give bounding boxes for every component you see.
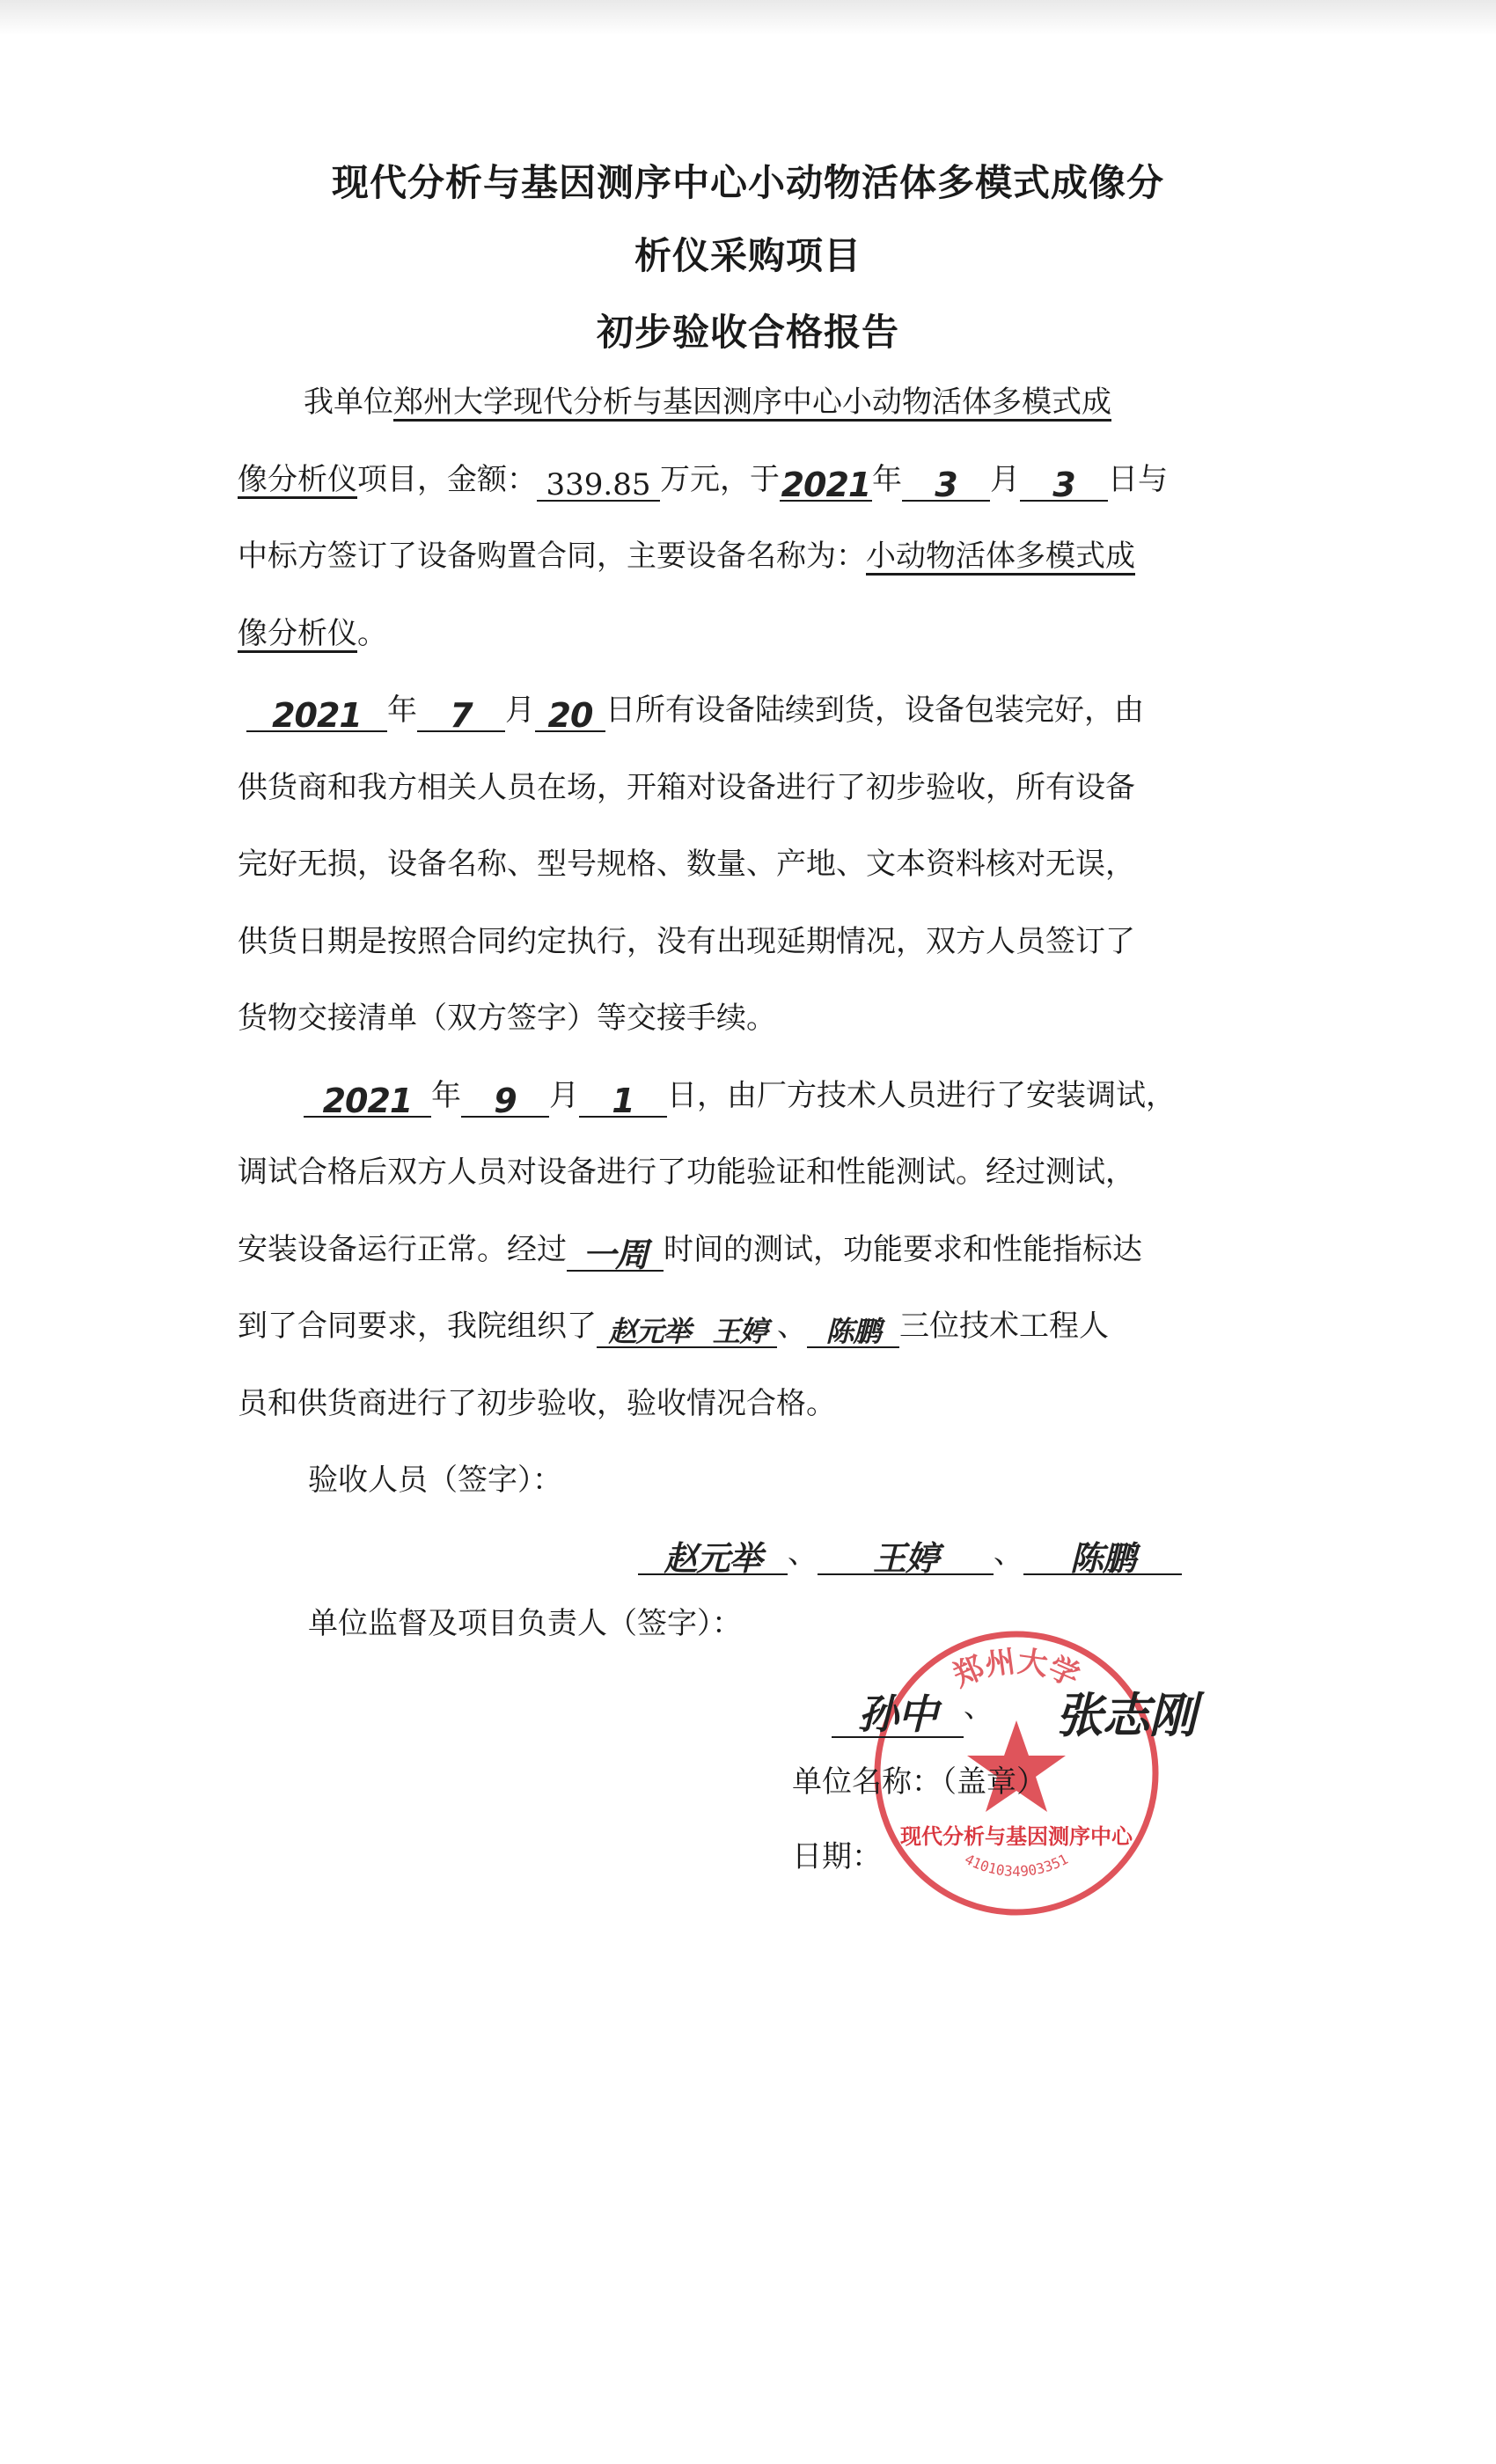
p3-line1: 2021 年 9 月 1 日，由厂方技术人员进行了安装调试，	[304, 1074, 1324, 1118]
p2-line3: 完好无损，设备名称、型号规格、数量、产地、文本资料核对无误，	[238, 847, 1135, 882]
project-name-cont: 像分析仪	[238, 462, 357, 497]
engineer-2: 王婷	[702, 1309, 777, 1348]
title-line-2: 析仪采购项目	[634, 234, 862, 277]
p2-line5: 货物交接清单（双方签字）等交接手续。	[238, 1001, 776, 1036]
p1-line1: 我单位郑州大学现代分析与基因测序中心小动物活体多模式成	[304, 385, 1111, 420]
contract-day: 3	[1020, 463, 1108, 502]
device-name-cont: 像分析仪	[238, 616, 357, 651]
acceptance-signatures: 赵元举 、 王婷 、 陈鹏	[638, 1531, 1272, 1575]
date-label: 日期：	[792, 1839, 882, 1874]
contract-month: 3	[902, 463, 990, 502]
p1-line3: 中标方签订了设备购置合同，主要设备名称为：小动物活体多模式成	[238, 539, 1135, 574]
supervisor-signatures: 孙中 、 张志刚	[832, 1676, 1324, 1738]
p2-line1: 2021 年 7 月 20 日所有设备陆续到货，设备包装完好，由	[246, 688, 1267, 732]
p3-line3: 安装设备运行正常。经过 一周 时间的测试，功能要求和性能指标达	[238, 1232, 1142, 1274]
acceptance-label: 验收人员（签字）：	[308, 1463, 562, 1498]
install-month: 9	[461, 1079, 549, 1118]
device-name: 小动物活体多模式成	[866, 539, 1135, 574]
seal-org-text: 现代分析与基因测序中心	[900, 1824, 1133, 1849]
install-year: 2021	[304, 1079, 431, 1118]
supervisor-label: 单位监督及项目负责人（签字）：	[308, 1606, 742, 1641]
contract-year: 2021	[780, 463, 872, 502]
signature-acceptor-2: 王婷	[818, 1536, 994, 1575]
unit-name-label: 单位名称：（盖章）	[792, 1764, 1046, 1800]
engineer-3: 陈鹏	[807, 1309, 899, 1348]
test-period: 一周	[567, 1233, 664, 1272]
signature-supervisor-2: 张志刚	[1055, 1688, 1196, 1743]
arrival-month: 7	[417, 693, 505, 732]
title-line-1: 现代分析与基因测序中心小动物活体多模式成像分	[331, 161, 1164, 204]
signature-acceptor-3: 陈鹏	[1023, 1536, 1182, 1575]
arrival-year: 2021	[246, 693, 387, 732]
signature-supervisor-1: 孙中	[832, 1683, 964, 1738]
signature-acceptor-1: 赵元举	[638, 1536, 788, 1575]
install-day: 1	[579, 1079, 667, 1118]
p3-line5: 员和供货商进行了初步验收，验收情况合格。	[238, 1386, 836, 1421]
seal-outer-text: 郑州大学	[948, 1644, 1085, 1695]
arrival-day: 20	[535, 693, 605, 732]
engineer-1: 赵元举	[597, 1309, 702, 1348]
project-name: 郑州大学现代分析与基因测序中心小动物活体多模式成	[393, 385, 1111, 420]
p3-line2: 调试合格后双方人员对设备进行了功能验证和性能测试。经过测试，	[238, 1155, 1135, 1190]
amount-field: 339.85	[537, 463, 660, 502]
p2-line2: 供货商和我方相关人员在场，开箱对设备进行了初步验收，所有设备	[238, 770, 1135, 805]
seal-number: 4101034903351	[962, 1850, 1071, 1881]
report-title: 初步验收合格报告	[596, 311, 899, 354]
p2-line4: 供货日期是按照合同约定执行，没有出现延期情况，双方人员签订了	[238, 924, 1135, 959]
p3-line4: 到了合同要求，我院组织了 赵元举 王婷 、 陈鹏 三位技术工程人	[238, 1309, 1109, 1348]
p1-line2: 像分析仪项目，金额： 339.85 万元，于2021年 3 月 3 日与	[238, 462, 1168, 504]
p1-line4: 像分析仪。	[238, 616, 387, 651]
